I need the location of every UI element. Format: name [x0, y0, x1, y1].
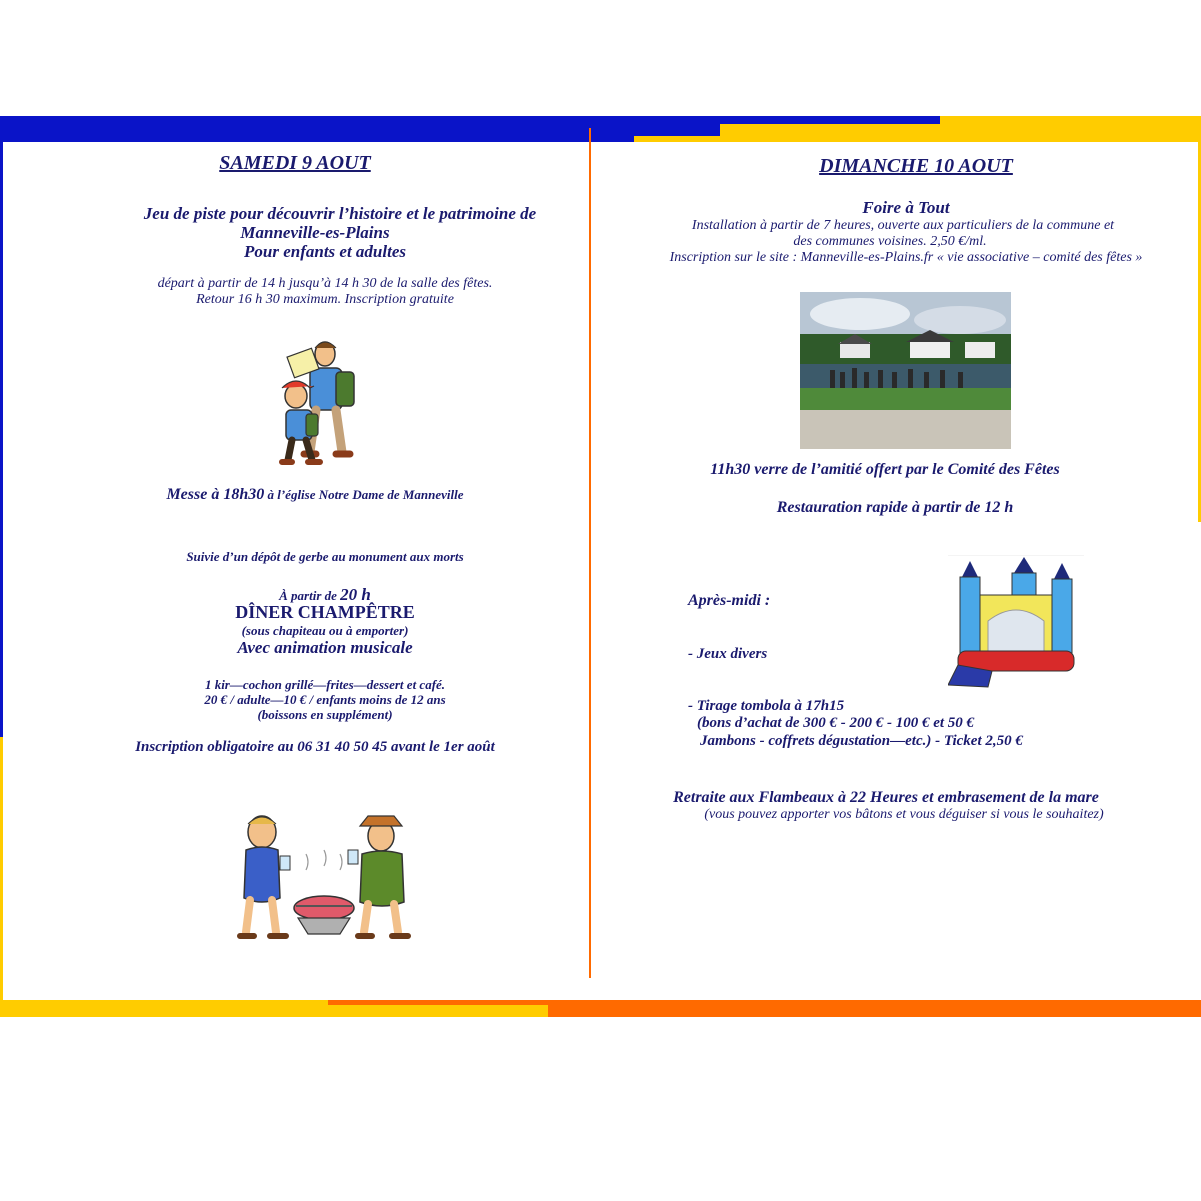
- install-line1: Installation à partir de 7 heures, ouverte aux particuliers de la commune et: [691, 218, 1115, 233]
- top-blue-bar-right: [720, 116, 940, 124]
- animation-line: Avec animation musicale: [237, 638, 413, 657]
- inscription-line: Inscription obligatoire au 06 31 40 50 45 avant le 1er août: [135, 739, 495, 755]
- gerbe-line: Suivie d’un dépôt de gerbe au monument aux morts: [186, 549, 464, 564]
- bottom-orange-bar: [548, 1000, 1201, 1017]
- boissons-line: (boissons en supplément): [257, 707, 393, 722]
- install-line3: Inscription sur le site : Manneville-es-Plains.fr « vie associative – comité des fêtes »: [669, 250, 1143, 265]
- bottom-orange-bar-top: [328, 1000, 548, 1005]
- game-line1: Jeu de piste pour découvrir l’histoire et le patrimoine de: [143, 204, 537, 223]
- apres-midi-label: Après-midi :: [688, 592, 771, 609]
- restauration-line: Restauration rapide à partir de 12 h: [776, 499, 1014, 516]
- top-yellow-bar: [940, 116, 1201, 142]
- top-blue-bar: [0, 116, 720, 142]
- jambons-line: Jambons - coffrets dégustation—etc.) - Ticket 2,50 €: [700, 733, 1023, 749]
- depart-line1: départ à partir de 14 h jusqu’à 14 h 30 de la salle des fêtes.: [157, 276, 493, 291]
- diner-title: DÎNER CHAMPÊTRE: [235, 602, 415, 622]
- messe-line: [20, 486, 610, 504]
- jeux-line: - Jeux divers: [688, 646, 768, 662]
- verre-line: 11h30 verre de l’amitié offert par le Comité des Fêtes: [710, 461, 1060, 478]
- retraite-line: Retraite aux Flambeaux à 22 Heures et embrasement de la mare: [673, 789, 1099, 806]
- saturday-title: SAMEDI 9 AOUT: [219, 152, 371, 174]
- install-line2: des communes voisines. 2,50 €/ml.: [793, 234, 987, 249]
- from-prefix: À partir de: [279, 588, 341, 603]
- top-yellow-bar-mid: [720, 124, 940, 142]
- retraite-note: (vous pouvez apporter vos bâtons et vous déguiser si vous le souhaitez): [704, 807, 1104, 822]
- foire-title: Foire à Tout: [862, 198, 950, 217]
- prices-line: 20 € / adulte—10 € / enfants moins de 12 ans: [204, 692, 446, 707]
- sunday-title: DIMANCHE 10 AOUT: [819, 155, 1013, 177]
- tombola-line: - Tirage tombola à 17h15: [688, 698, 845, 714]
- left-yellow-edge: [0, 737, 3, 1000]
- from-time: 20 h: [340, 585, 371, 604]
- bouncy-castle-illustration: [948, 555, 1084, 695]
- depart-line2: Retour 16 h 30 maximum. Inscription gratuite: [196, 292, 454, 307]
- messe-main: Messe à 18h30: [166, 486, 265, 503]
- fair-photo: [800, 292, 1011, 449]
- game-line3: Pour enfants et adultes: [244, 242, 406, 261]
- game-line2: Manneville-es-Plains: [240, 223, 390, 242]
- messe-rest: à l’église Notre Dame de Manneville: [264, 487, 464, 502]
- left-blue-edge: [0, 142, 3, 737]
- menu-line: 1 kir—cochon grillé—frites—dessert et café.: [204, 677, 446, 692]
- top-yellow-bar-left: [634, 136, 720, 142]
- bons-line: (bons d’achat de 300 € - 200 € - 100 € et 50 €: [697, 715, 975, 731]
- barbecue-illustration: [236, 810, 412, 944]
- chapiteau-line: (sous chapiteau ou à emporter): [241, 623, 409, 638]
- hikers-illustration: [270, 334, 362, 468]
